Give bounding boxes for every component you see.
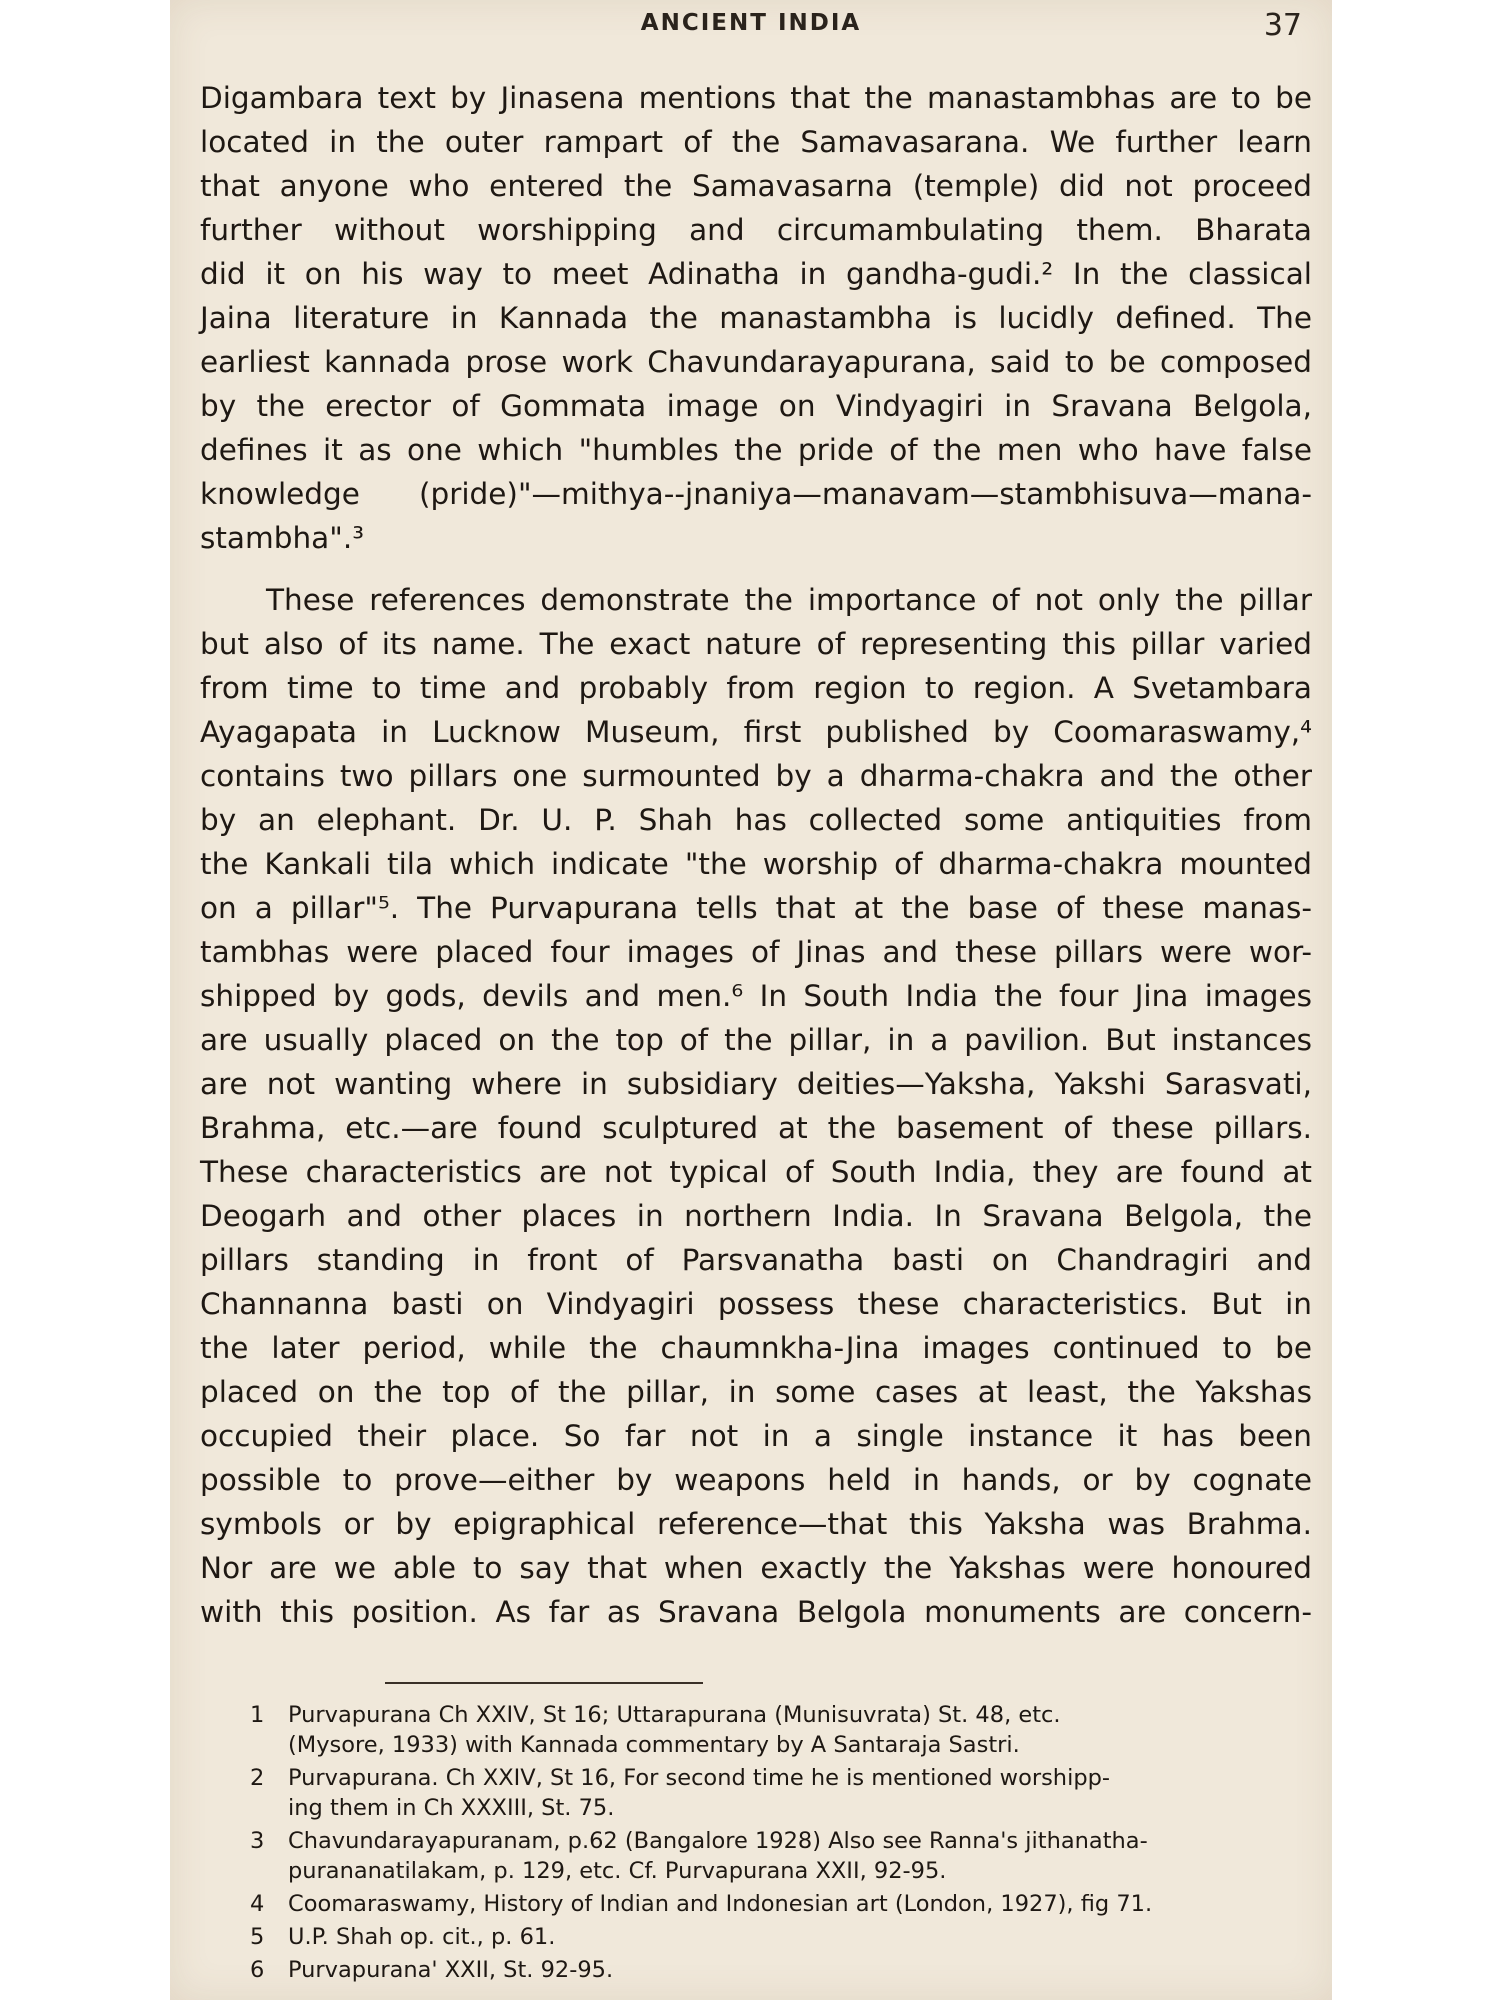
footnote-text: [288, 1763, 1300, 1823]
text-line: Channanna basti on Vindyagiri possess these characteristics. But in: [200, 1287, 1312, 1321]
footnote-text: [288, 1826, 1300, 1886]
footnote: [240, 1700, 1300, 1760]
text-line: These references demonstrate the importance of not only the pillar: [266, 583, 1312, 617]
footnote-line: Chavundarayapuranam, p.62 (Bangalore 1928) Also see Ranna's jithanatha-: [288, 1828, 1148, 1854]
text-line: Jaina literature in Kannada the manastambha is lucidly defined. The: [200, 301, 1312, 335]
footnote: [240, 1826, 1300, 1886]
text-line: These characteristics are not typical of South India, they are found at: [200, 1155, 1312, 1189]
text-line: by the erector of Gommata image on Vindyagiri in Sravana Belgola,: [200, 389, 1312, 423]
footnote-line: (Mysore, 1933) with Kannada commentary by A Santaraja Sastri.: [288, 1732, 1020, 1758]
text-line: located in the outer rampart of the Samavasarana. We further learn: [200, 125, 1312, 159]
text-line: Nor are we able to say that when exactly the Yakshas were honoured: [200, 1551, 1312, 1585]
footnote-line: Coomaraswamy, History of Indian and Indonesian art (London, 1927), fig 71.: [288, 1891, 1153, 1917]
paragraph-1: [200, 76, 1312, 560]
text-line: possible to prove—either by weapons held in hands, or by cognate: [200, 1463, 1312, 1497]
text-line: contains two pillars one surmounted by a dharma-chakra and the other: [200, 759, 1312, 793]
text-line: occupied their place. So far not in a single instance it has been: [200, 1419, 1312, 1453]
text-line: but also of its name. The exact nature of representing this pillar varied: [200, 627, 1312, 661]
footnote-text: [288, 1700, 1300, 1760]
footnote-divider: [385, 1682, 703, 1684]
footnote-line: Purvapurana' XXII, St. 92-95.: [288, 1957, 614, 1983]
text-line: symbols or by epigraphical reference—that this Yaksha was Brahma.: [200, 1507, 1312, 1541]
body-text: [200, 76, 1312, 1634]
text-line: shipped by gods, devils and men.⁶ In South India the four Jina images: [200, 979, 1312, 1013]
text-line: are not wanting where in subsidiary deities—Yaksha, Yakshi Sarasvati,: [200, 1067, 1312, 1101]
text-line: are usually placed on the top of the pillar, in a pavilion. But instances: [200, 1023, 1312, 1057]
text-line: from time to time and probably from region to region. A Svetambara: [200, 671, 1312, 705]
text-line: earliest kannada prose work Chavundarayapurana, said to be composed: [200, 345, 1312, 379]
text-line: by an elephant. Dr. U. P. Shah has collected some antiquities from: [200, 803, 1312, 837]
text-line: did it on his way to meet Adinatha in gandha-gudi.² In the classical: [200, 257, 1312, 291]
footnote-number: 2: [250, 1765, 265, 1791]
text-line: on a pillar"⁵. The Purvapurana tells that at the base of these manas-: [200, 891, 1312, 925]
text-line: stambha".³: [200, 521, 365, 555]
text-line: Brahma, etc.—are found sculptured at the basement of these pillars.: [200, 1111, 1312, 1145]
running-title: ANCIENT INDIA: [640, 10, 862, 36]
footnote-line: Purvapurana. Ch XXIV, St 16, For second time he is mentioned worshipp-: [288, 1765, 1110, 1791]
text-line: placed on the top of the pillar, in some cases at least, the Yakshas: [200, 1375, 1312, 1409]
text-line: Ayagapata in Lucknow Museum, first published by Coomaraswamy,⁴: [200, 715, 1312, 749]
footnote-text: [288, 1889, 1300, 1919]
footnote: [240, 1889, 1300, 1919]
footnote-line: purananatilakam, p. 129, etc. Cf. Purvapurana XXII, 92-95.: [288, 1858, 947, 1884]
running-head: [170, 10, 1332, 50]
paragraph-gap: [200, 560, 1312, 578]
footnotes: [240, 1700, 1300, 1988]
text-line: the later period, while the chaumnkha-Jina images continued to be: [200, 1331, 1312, 1365]
footnote-line: U.P. Shah op. cit., p. 61.: [288, 1924, 556, 1950]
footnote: [240, 1763, 1300, 1823]
text-line: pillars standing in front of Parsvanatha basti on Chandragiri and: [200, 1243, 1312, 1277]
page-number: 37: [1263, 8, 1302, 43]
text-line: Deogarh and other places in northern India. In Sravana Belgola, the: [200, 1199, 1312, 1233]
text-line: that anyone who entered the Samavasarna (temple) did not proceed: [200, 169, 1312, 203]
footnote-number: 3: [250, 1828, 265, 1854]
text-line: defines it as one which "humbles the pride of the men who have false: [200, 433, 1312, 467]
text-line: knowledge (pride)"—mithya--jnaniya—manavam—stambhisuva—mana-: [200, 477, 1312, 511]
footnote-number: 4: [250, 1891, 265, 1917]
footnote-line: ing them in Ch XXXIII, St. 75.: [288, 1795, 615, 1821]
text-line: further without worshipping and circumambulating them. Bharata: [200, 213, 1312, 247]
footnote-number: 5: [250, 1924, 265, 1950]
footnote-number: 1: [250, 1702, 265, 1728]
text-line: tambhas were placed four images of Jinas and these pillars were wor-: [200, 935, 1312, 969]
text-line: with this position. As far as Sravana Belgola monuments are concern-: [200, 1595, 1312, 1629]
text-line: the Kankali tila which indicate "the worship of dharma-chakra mounted: [200, 847, 1312, 881]
paragraph-2: [200, 578, 1312, 1634]
footnote-number: 6: [250, 1957, 265, 1983]
text-line: Digambara text by Jinasena mentions that the manastambhas are to be: [200, 81, 1312, 115]
footnote: [240, 1922, 1300, 1952]
book-page: [170, 0, 1332, 2000]
footnote-text: [288, 1922, 1300, 1952]
footnote: [240, 1955, 1300, 1985]
footnote-text: [288, 1955, 1300, 1985]
footnote-line: Purvapurana Ch XXIV, St 16; Uttarapurana (Munisuvrata) St. 48, etc.: [288, 1702, 1061, 1728]
